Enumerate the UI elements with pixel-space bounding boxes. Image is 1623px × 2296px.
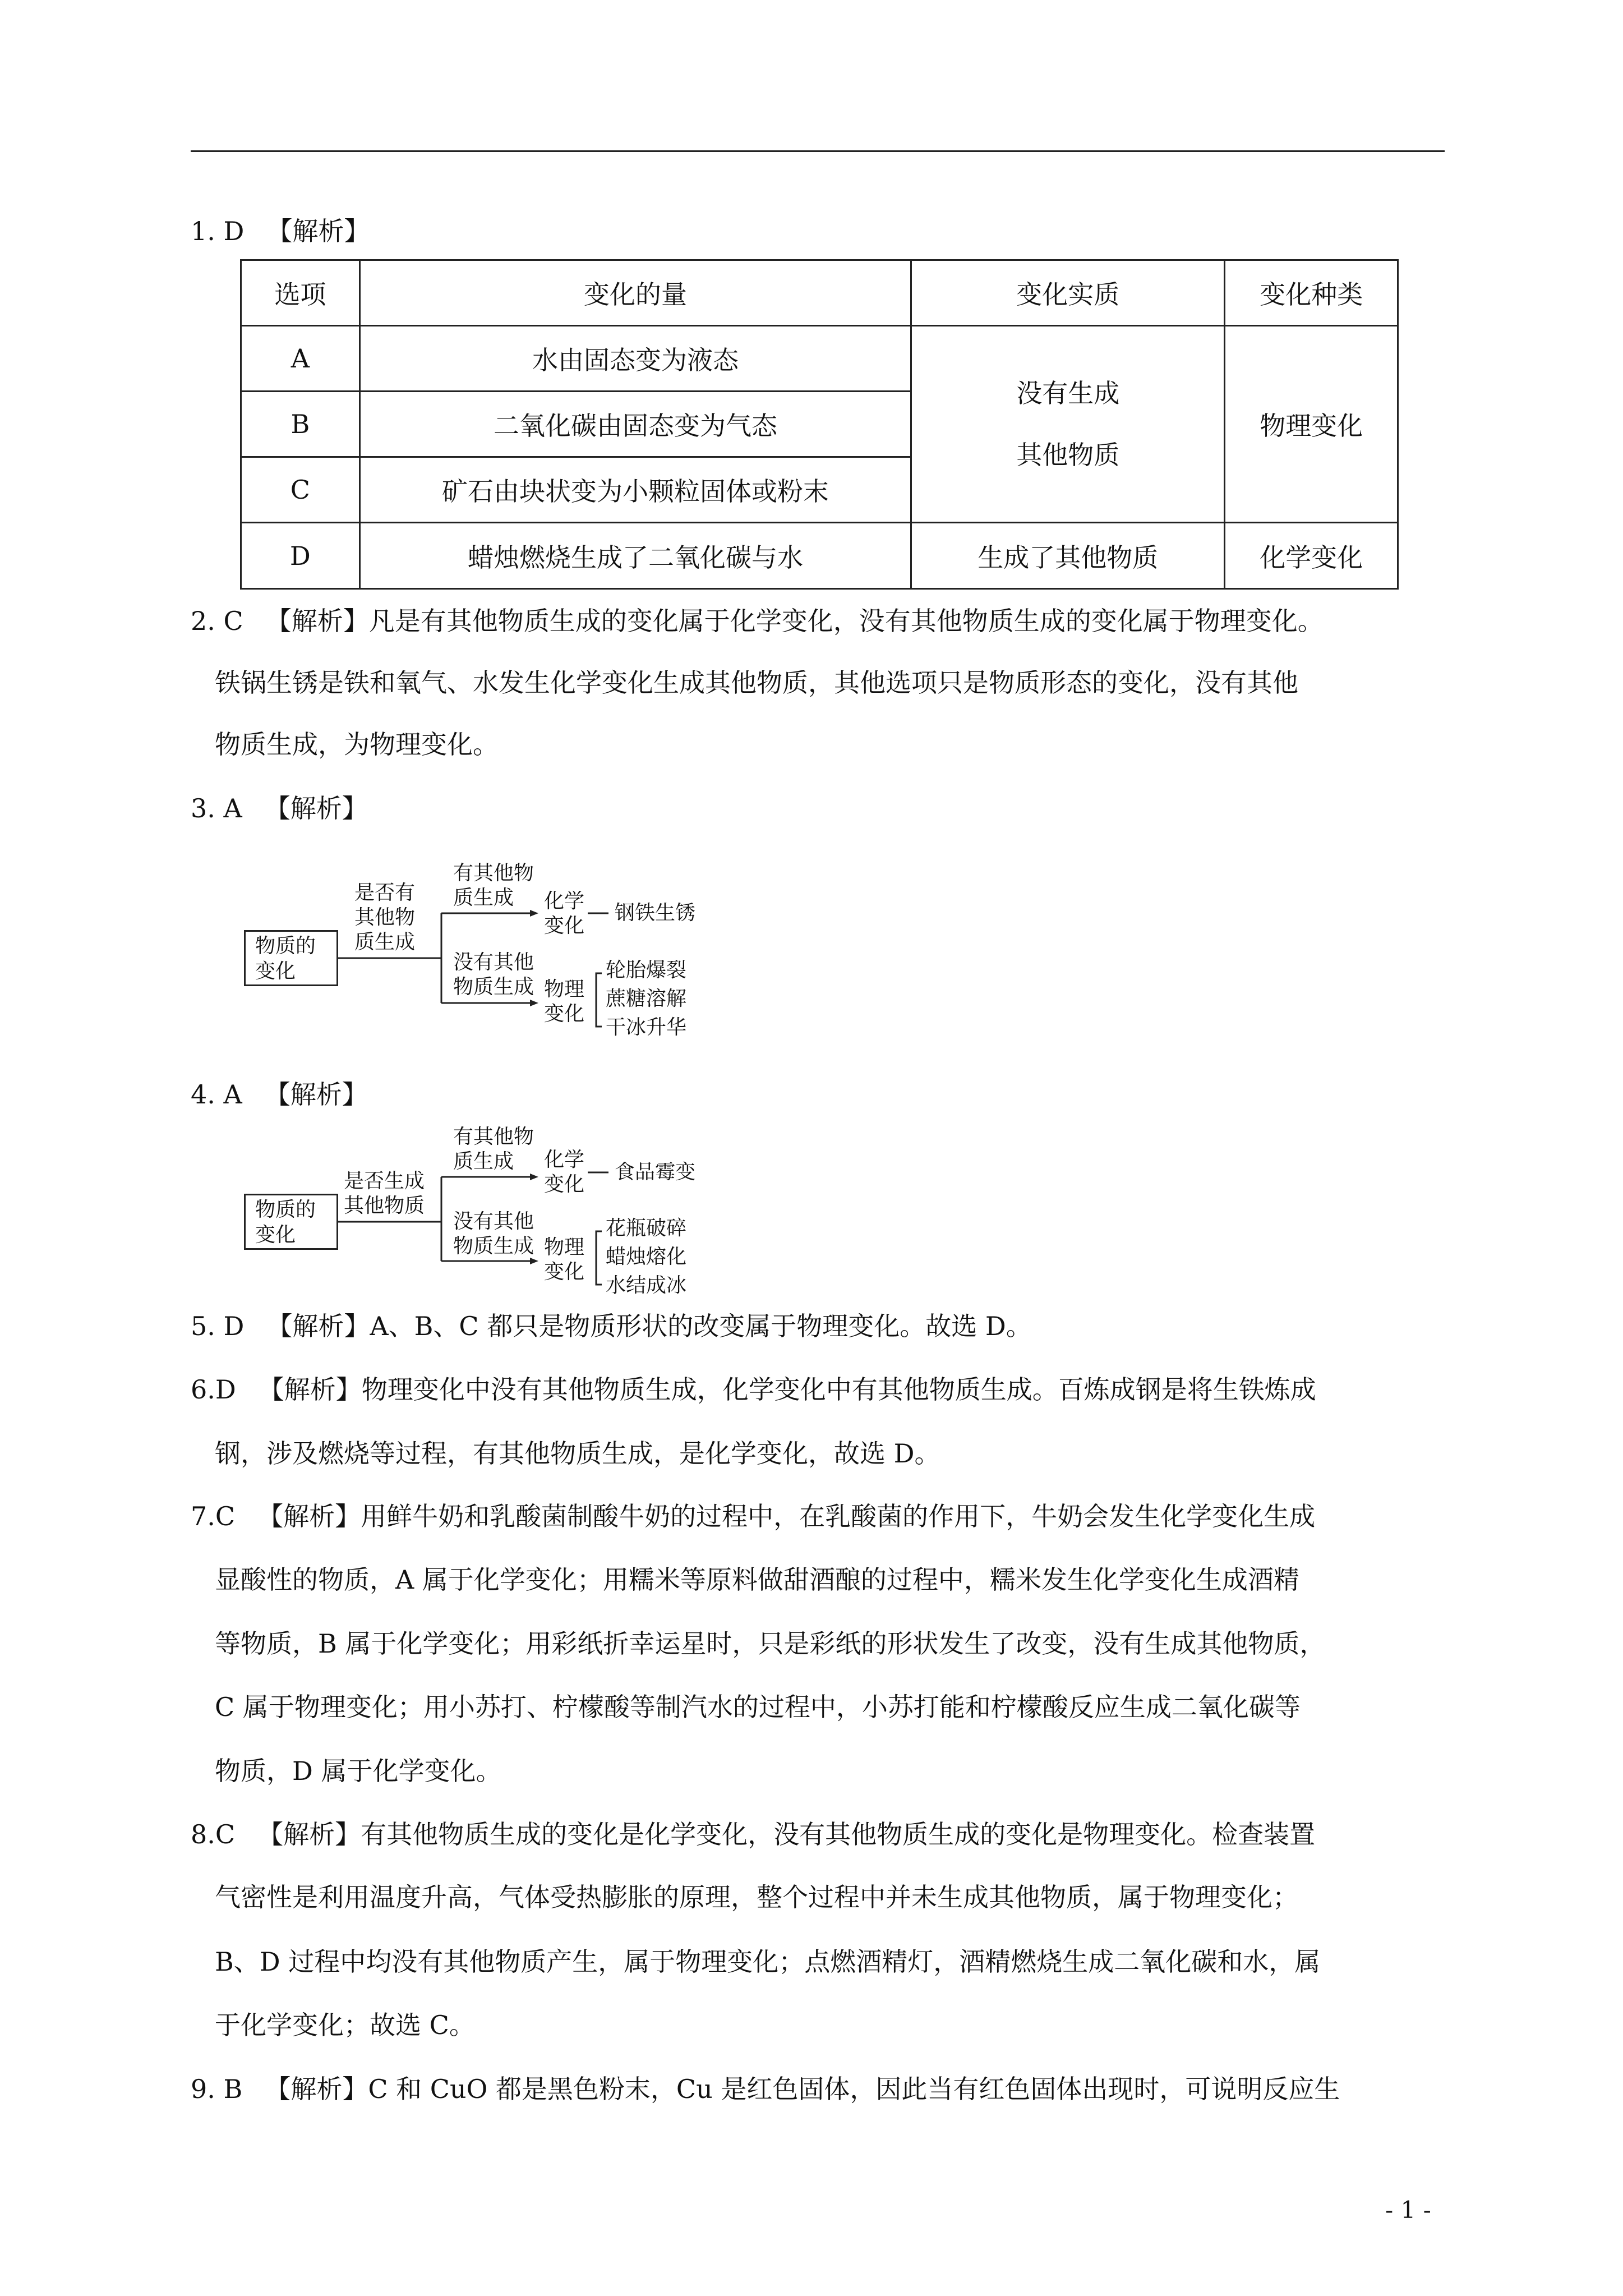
page-number: - 1 - xyxy=(1385,2196,1431,2224)
essence-cell: 生成了其他物质 xyxy=(911,523,1225,589)
q7-line: C 属于物理变化；用小苏打、柠檬酸等制汽水的过程中，小苏打能和柠檬酸反应生成二氧化碳等 xyxy=(215,1692,1301,1722)
yes-branch-label: 质生成 xyxy=(453,1150,514,1173)
question-label: 是否有 xyxy=(354,881,416,904)
chem-example: 食品霉变 xyxy=(615,1161,696,1184)
q5-line: 5. D 【解析】A、B、C 都只是物质形状的改变属于物理变化。故选 D。 xyxy=(191,1311,1032,1341)
phys-change-label: 物理 xyxy=(544,1236,585,1259)
q7-line: 显酸性的物质，A 属于化学变化；用糯米等原料做甜酒酿的过程中，糯米发生化学变化生成酒精 xyxy=(215,1565,1299,1595)
q7-line: 7.C 【解析】用鲜牛奶和乳酸菌制酸牛奶的过程中，在乳酸菌的作用下，牛奶会发生化学变化生成 xyxy=(191,1501,1316,1531)
option-cell: B xyxy=(241,392,360,457)
q6-line: 6.D 【解析】物理变化中没有其他物质生成，化学变化中有其他物质生成。百炼成钢是将生铁炼成 xyxy=(191,1374,1316,1405)
q1-heading: 1. D 【解析】 xyxy=(191,216,370,246)
change-cell: 二氧化碳由固态变为气态 xyxy=(359,392,911,457)
q3-classification-diagram xyxy=(236,858,740,1043)
root-label: 变化 xyxy=(255,960,296,983)
chem-example: 钢铁生锈 xyxy=(615,901,696,924)
root-label: 变化 xyxy=(255,1223,296,1246)
question-label: 其他物质 xyxy=(344,1194,425,1217)
change-cell: 矿石由块状变为小颗粒固体或粉末 xyxy=(359,457,911,523)
option-cell: D xyxy=(241,523,360,589)
question-label: 是否生成 xyxy=(344,1170,425,1193)
phys-change-label: 变化 xyxy=(544,1260,585,1283)
q7-line: 等物质，B 属于化学变化；用彩纸折幸运星时，只是彩纸的形状发生了改变，没有生成其他物质， xyxy=(215,1628,1326,1659)
q9-line: 9. B 【解析】C 和 CuO 都是黑色粉末，Cu 是红色固体，因此当有红色固体出现时，可说明反应生 xyxy=(191,2074,1340,2104)
q4-heading: 4. A 【解析】 xyxy=(191,1079,368,1110)
change-cell: 水由固态变为液态 xyxy=(359,326,911,392)
phys-example: 干冰升华 xyxy=(606,1016,687,1039)
no-branch-label: 物质生成 xyxy=(453,976,534,999)
chem-change-label: 变化 xyxy=(544,1173,585,1196)
q3-heading: 3. A 【解析】 xyxy=(191,793,368,823)
yes-branch-label: 质生成 xyxy=(453,886,514,909)
table-row xyxy=(241,326,1398,392)
phys-example: 水结成冰 xyxy=(606,1274,687,1297)
no-branch-label: 物质生成 xyxy=(453,1235,534,1258)
chem-change-label: 变化 xyxy=(544,914,585,937)
q2-line: 2. C 【解析】凡是有其他物质生成的变化属于化学变化，没有其他物质生成的变化属于物理变化。 xyxy=(191,606,1324,636)
header-rule xyxy=(191,150,1445,152)
table-header-cell: 变化种类 xyxy=(1225,260,1398,326)
root-label: 物质的 xyxy=(255,935,316,958)
kind-cell: 物理变化 xyxy=(1225,326,1398,523)
option-cell: A xyxy=(241,326,360,392)
q8-line: B、D 过程中均没有其他物质产生，属于物理变化；点燃酒精灯，酒精燃烧生成二氧化碳和水，属 xyxy=(215,1947,1321,1977)
kind-cell: 化学变化 xyxy=(1225,523,1398,589)
chem-change-label: 化学 xyxy=(544,890,585,913)
table-header-cell: 变化的量 xyxy=(359,260,911,326)
table-header-row xyxy=(241,260,1398,326)
yes-branch-label: 有其他物 xyxy=(453,1125,534,1148)
phys-change-label: 物理 xyxy=(544,978,585,1001)
option-cell: C xyxy=(241,457,360,523)
no-branch-label: 没有其他 xyxy=(453,1210,534,1233)
change-cell: 蜡烛燃烧生成了二氧化碳与水 xyxy=(359,523,911,589)
q2-line: 物质生成，为物理变化。 xyxy=(215,729,499,760)
q8-line: 气密性是利用温度升高，气体受热膨胀的原理，整个过程中并未生成其他物质，属于物理变化； xyxy=(215,1882,1298,1912)
table-row xyxy=(241,523,1398,589)
q6-line: 钢，涉及燃烧等过程，有其他物质生成，是化学变化，故选 D。 xyxy=(215,1438,940,1469)
chem-change-label: 化学 xyxy=(544,1148,585,1171)
root-label: 物质的 xyxy=(255,1198,316,1221)
phys-example: 花瓶破碎 xyxy=(606,1217,687,1240)
phys-example: 轮胎爆裂 xyxy=(606,959,687,982)
question-label: 其他物 xyxy=(354,906,416,929)
phys-change-label: 变化 xyxy=(544,1002,585,1025)
question-label: 质生成 xyxy=(354,931,416,954)
table-header-cell: 选项 xyxy=(241,260,360,326)
phys-example: 蜡烛熔化 xyxy=(606,1245,687,1268)
q7-line: 物质，D 属于化学变化。 xyxy=(215,1756,502,1786)
no-branch-label: 没有其他 xyxy=(453,951,534,974)
essence-cell: 没有生成 其他物质 xyxy=(911,326,1225,523)
q1-answer-table xyxy=(240,259,1399,590)
q2-line: 铁锅生锈是铁和氧气、水发生化学变化生成其他物质，其他选项只是物质形态的变化，没有其他 xyxy=(215,668,1298,698)
phys-example: 蔗糖溶解 xyxy=(606,987,687,1010)
q8-line: 于化学变化；故选 C。 xyxy=(215,2010,475,2040)
q4-classification-diagram xyxy=(236,1122,740,1301)
table-header-cell: 变化实质 xyxy=(911,260,1225,326)
yes-branch-label: 有其他物 xyxy=(453,862,534,885)
q8-line: 8.C 【解析】有其他物质生成的变化是化学变化，没有其他物质生成的变化是物理变化。检查装置 xyxy=(191,1819,1316,1849)
